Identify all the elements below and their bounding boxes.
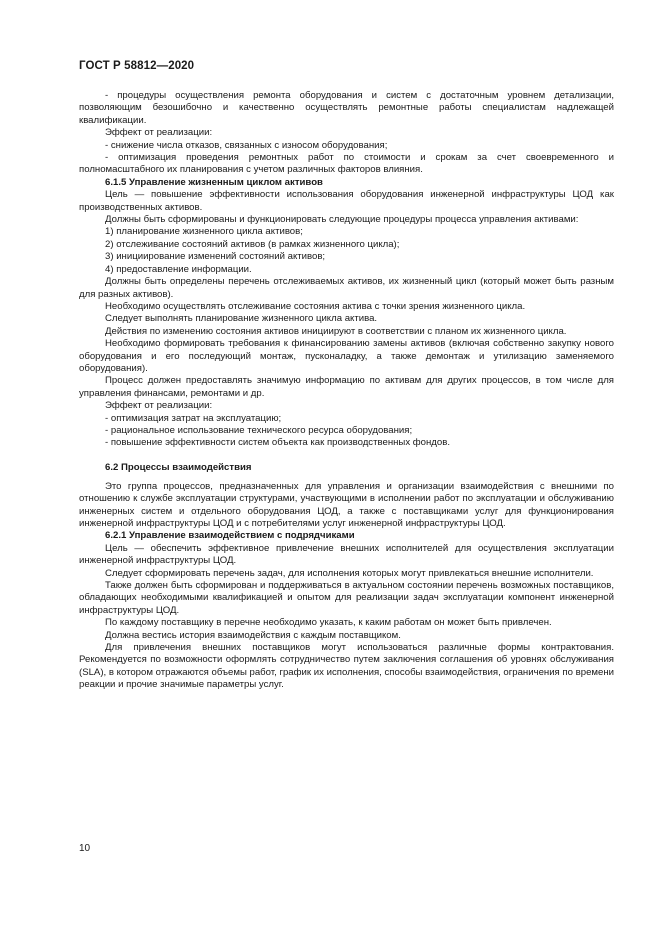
paragraph: Цель — обеспечить эффективное привлечение внешних исполнителей для осуществления эксплуатации инженерной инфраструктуры ЦОД. [79,542,614,567]
list-item: 3) инициирование изменений состояний активов; [105,251,326,263]
paragraph: Должны быть определены перечень отслеживаемых активов, их жизненный цикл (который может быть разным для разных активов). [79,276,614,300]
page-number: 10 [79,843,91,854]
section-heading: 6.2 Процессы взаимодействия [105,462,252,474]
paragraph: Цель — повышение эффективности использования оборудования инженерной инфраструктуры ЦОД как производственных активов. [79,189,614,213]
paragraph: Необходимо формировать требования к финансированию замены активов (включая собственно закупку нового оборудования и его последующий монтаж, пусконаладку, а также демонтаж и утилизацию заменяемого оборудования). [79,338,614,374]
paragraph: По каждому поставщику в перечне необходимо указать, к каким работам он может быть привлечен. [105,617,552,629]
paragraph: Должна вестись история взаимодействия с каждым поставщиком. [105,629,401,641]
page-header: ГОСТ Р 58812—2020 [79,60,195,72]
paragraph: Для привлечения внешних поставщиков могут использоваться различные формы контрактования. Рекомендуется по возможности оформлять сотрудничество путем заключения соглашения об уровнях обслуживания (SLA), в котором отражаются объемы работ, график их исполнения, способы взаимодействия, ограничения по времени реакции и прочие значимые параметры услуг. [79,641,614,691]
paragraph: Эффект от реализации: [105,400,213,412]
section-heading: 6.2.1 Управление взаимодействием с подрядчиками [105,530,355,542]
list-item: - оптимизация проведения ремонтных работ по стоимости и срокам за счет своевременного и полномасштабного их планирования с учетом различных факторов влияния. [79,152,614,176]
document-body [79,90,614,692]
section-heading: 6.1.5 Управление жизненным циклом активов [105,176,323,188]
paragraph: Следует выполнять планирование жизненного цикла актива. [105,313,378,325]
paragraph: Также должен быть сформирован и поддерживаться в актуальном состоянии перечень возможных поставщиков, обладающих необходимыми квалификацией и опытом для реализации задач эксплуатации компонент инженерной инфраструктуры ЦОД. [79,579,614,616]
paragraph: Действия по изменению состояния активов инициируют в соответствии с планом их жизненного цикла. [105,325,567,337]
paragraph: Процесс должен предоставлять значимую информацию по активам для других процессов, в том числе для управления финансами, ремонтами и др. [79,375,614,399]
list-item: - рациональное использование технического ресурса оборудования; [105,424,413,436]
list-item: - снижение числа отказов, связанных с износом оборудования; [105,139,388,151]
paragraph: Это группа процессов, предназначенных для управления и организации взаимодействия с внешними по отношению к службе эксплуатации структурами, участвующими в исполнении работ по эксплуатации и обслуживанию инженерных систем и отдельного оборудования ЦОД, а также с поставщиками услуг для функционирования инженерной инфраструктуры ЦОД и с потребителями услуг инженерной инфраструктуры ЦОД. [79,480,614,529]
list-item: 2) отслеживание состояний активов (в рамках жизненного цикла); [105,238,400,250]
list-item: - оптимизация затрат на эксплуатацию; [105,412,282,424]
list-item: - повышение эффективности систем объекта как производственных фондов. [105,437,450,449]
paragraph: Должны быть сформированы и функционировать следующие процедуры процесса управления активами: [105,214,579,226]
paragraph: - процедуры осуществления ремонта оборудования и систем с достаточным уровнем детализации, позволяющим безошибочно и качественно осуществлять ремонтные работы специалистам надлежащей квалификации. [79,90,614,126]
paragraph: Следует сформировать перечень задач, для исполнения которых могут привлекаться внешние исполнители. [105,567,594,579]
paragraph: Необходимо осуществлять отслеживание состояния актива с точки зрения жизненного цикла. [105,300,526,312]
list-item: 1) планирование жизненного цикла активов; [105,226,303,238]
list-item: 4) предоставление информации. [105,263,252,275]
paragraph: Эффект от реализации: [105,127,213,139]
